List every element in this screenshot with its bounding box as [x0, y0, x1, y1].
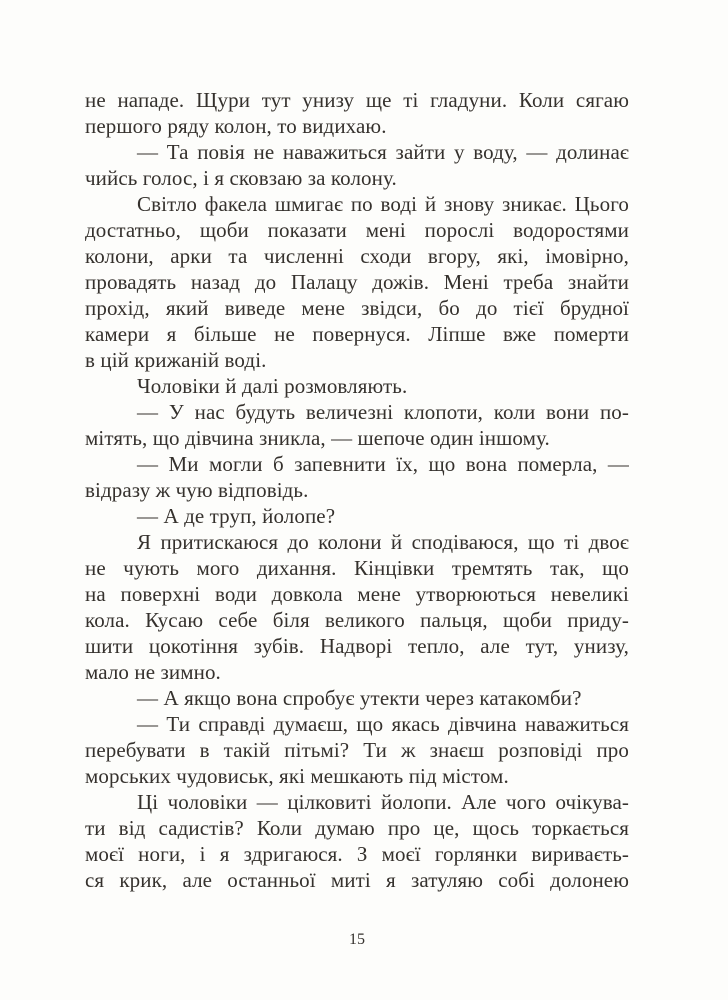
text-line: ся крик, але останньої миті я затуляю собі долонею: [85, 868, 629, 892]
text-line: першого ряду колон, то видихаю.: [85, 114, 387, 138]
text-line: Я притискаюся до колони й сподіваюся, що ті двоє: [137, 530, 629, 554]
text-line: — Ми могли б запевнити їх, що вона померла, —: [137, 452, 629, 476]
text-line: достатньо, щоби показати мені порослі водоростями: [85, 218, 629, 242]
text-line: перебувати в такій пітьмі? Ти ж знаєш розповіді про: [85, 738, 629, 762]
text-line: моєї ноги, і я здригаюся. З моєї горлянки вириваєть-: [85, 842, 629, 866]
text-line: мало не зимно.: [85, 660, 221, 684]
text-line: камери я більше не повернуся. Ліпше вже померти: [85, 322, 629, 346]
text-line: ти від садистів? Коли думаю про це, щось торкається: [85, 816, 629, 840]
text-line: — Ти справді думаєш, що якась дівчина наважиться: [137, 712, 629, 736]
text-line: Світло факела шмигає по воді й знову зникає. Цього: [137, 192, 629, 216]
text-line: на поверхні води довкола мене утворюються невеликі: [85, 582, 629, 606]
text-line: мітять, що дівчина зникла, — шепоче один іншому.: [85, 426, 550, 450]
text-line: Чоловіки й далі розмовляють.: [137, 374, 408, 398]
text-line: в цій крижаній воді.: [85, 348, 267, 372]
text-line: колони, арки та численні сходи вгору, які, імовірно,: [85, 244, 629, 268]
text-line: — А де труп, йолопе?: [137, 504, 336, 528]
text-line: шити цокотіння зубів. Надворі тепло, але тут, унизу,: [85, 634, 629, 658]
text-line: кола. Кусаю себе біля великого пальця, щоби приду-: [85, 608, 629, 632]
text-line: відразу ж чую відповідь.: [85, 478, 309, 502]
text-line: чийсь голос, і я сковзаю за колону.: [85, 166, 397, 190]
text-line: не нападе. Щури тут унизу ще ті гладуни. Коли сягаю: [85, 88, 629, 112]
page-number: 15: [349, 931, 365, 948]
text-line: провадять назад до Палацу дожів. Мені треба знайти: [85, 270, 629, 294]
text-line: Ці чоловіки — цілковиті йолопи. Але чого очікува-: [137, 790, 629, 814]
text-line: морських чудовиськ, які мешкають під містом.: [85, 764, 509, 788]
text-line: прохід, який виведе мене звідси, бо до тієї брудної: [85, 296, 629, 320]
text-line: — У нас будуть величезні клопоти, коли вони по-: [137, 400, 629, 424]
page-text: [85, 87, 629, 893]
text-line: не чують мого дихання. Кінцівки тремтять так, що: [85, 556, 629, 580]
text-line: — А якщо вона спробує утекти через катакомби?: [137, 686, 582, 710]
text-line: — Та повія не наважиться зайти у воду, — долинає: [137, 140, 629, 164]
